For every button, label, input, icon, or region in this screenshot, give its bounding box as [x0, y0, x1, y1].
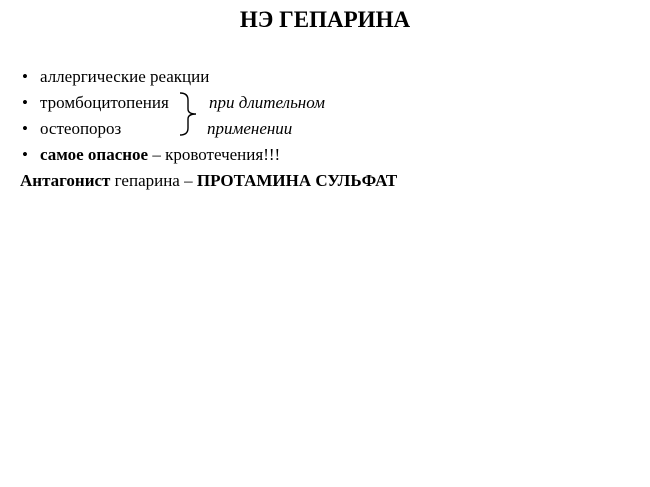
list-item-text: остеопороз: [40, 119, 122, 138]
right-brace-icon: [177, 92, 201, 136]
list-item-text: [40, 142, 280, 168]
bullet-icon: •: [22, 145, 28, 164]
emphasis-text: самое опасное: [40, 145, 149, 164]
list-item-rest-text: – кровотечения!!!: [148, 145, 281, 164]
bullet-icon: •: [22, 67, 28, 86]
antagonist-line: [20, 168, 397, 194]
slide-title: НЭ ГЕПАРИНА: [239, 7, 411, 32]
bullet-icon: •: [22, 93, 28, 112]
antagonist-drug-name: ПРОТАМИНА СУЛЬФАТ: [196, 171, 398, 190]
list-item-text: тромбоцитопения: [40, 93, 169, 112]
list-item: [22, 142, 280, 168]
brace-note-line-2: применении: [207, 119, 293, 138]
bullet-icon: •: [22, 119, 28, 138]
list-item-text: аллергические реакции: [40, 67, 210, 86]
antagonist-middle-text: гепарина –: [110, 171, 197, 190]
list-item: [22, 64, 280, 90]
brace-note-line-1: при длительном: [209, 93, 325, 112]
antagonist-label: Антагонист: [20, 171, 111, 190]
